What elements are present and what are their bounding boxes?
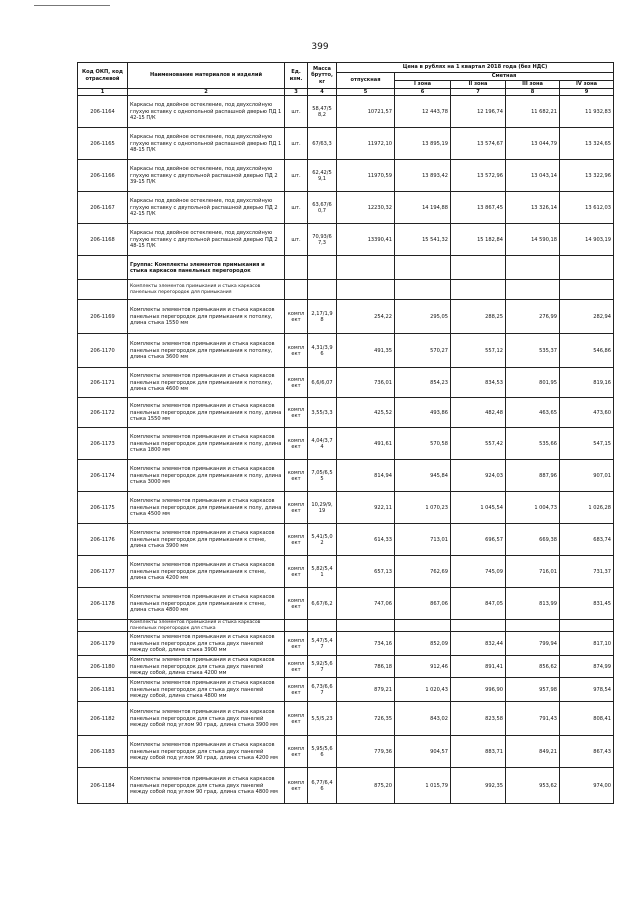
header-zone-2: II зона bbox=[451, 81, 506, 89]
row-name: Комплекты элементов примыкания и стыка каркасов панельных перегородок для стыка двух панелей между собой под углом 90 град. длина стыка 3900 мм bbox=[128, 702, 285, 736]
row-mass: 6,77/6,4 6 bbox=[308, 768, 337, 804]
row-zone-4-price: 978,54 bbox=[560, 678, 614, 702]
row-zone-1-price: 945,84 bbox=[395, 460, 451, 492]
subgroup-heading: Комплекты элементов примыкания и стыка каркасов панельных перегородок для примыкания bbox=[128, 280, 285, 300]
table-row bbox=[78, 128, 614, 160]
row-zone-3-price: 535,37 bbox=[506, 334, 560, 368]
row-zone-1-price: 762,69 bbox=[395, 556, 451, 588]
table-row bbox=[78, 334, 614, 368]
empty-cell bbox=[285, 256, 308, 280]
row-unit: компл ект bbox=[285, 588, 308, 620]
row-unit: компл ект bbox=[285, 398, 308, 428]
row-mass: 6,67/6,2 bbox=[308, 588, 337, 620]
subgroup-heading: Комплекты элементов примыкания и стыка каркасов панельных перегородок для стыка bbox=[128, 620, 285, 632]
row-release-price: 491,35 bbox=[337, 334, 395, 368]
row-zone-4-price: 547,15 bbox=[560, 428, 614, 460]
row-zone-2-price: 13 867,45 bbox=[451, 192, 506, 224]
row-release-price: 922,11 bbox=[337, 492, 395, 524]
row-zone-2-price: 557,42 bbox=[451, 428, 506, 460]
row-release-price: 657,13 bbox=[337, 556, 395, 588]
row-mass: 6,6/6,07 bbox=[308, 368, 337, 398]
row-zone-2-price: 12 196,74 bbox=[451, 96, 506, 128]
row-zone-1-price: 15 541,32 bbox=[395, 224, 451, 256]
row-zone-3-price: 13 043,14 bbox=[506, 160, 560, 192]
row-code: 206-1179 bbox=[78, 632, 128, 656]
row-code: 206-1170 bbox=[78, 334, 128, 368]
row-zone-2-price: 924,03 bbox=[451, 460, 506, 492]
row-zone-1-price: 854,23 bbox=[395, 368, 451, 398]
row-name: Комплекты элементов примыкания и стыка каркасов панельных перегородок для стыка двух панелей между собой, длина стыка 4200 мм bbox=[128, 656, 285, 678]
row-release-price: 491,61 bbox=[337, 428, 395, 460]
row-zone-3-price: 13 044,79 bbox=[506, 128, 560, 160]
row-name: Комплекты элементов примыкания и стыка каркасов панельных перегородок для примыкания к потолку, длина стыка 1550 мм bbox=[128, 300, 285, 334]
column-number: 2 bbox=[128, 89, 285, 96]
row-zone-4-price: 683,74 bbox=[560, 524, 614, 556]
row-name: Комплекты элементов примыкания и стыка каркасов панельных перегородок для стыка двух панелей между собой под углом 90 град. длина стыка 4200 мм bbox=[128, 736, 285, 768]
row-mass: 5,41/5,0 2 bbox=[308, 524, 337, 556]
row-zone-2-price: 992,35 bbox=[451, 768, 506, 804]
header-zone-1: I зона bbox=[395, 81, 451, 89]
table-row bbox=[78, 492, 614, 524]
row-unit: компл ект bbox=[285, 678, 308, 702]
row-code: 206-1178 bbox=[78, 588, 128, 620]
row-zone-2-price: 1 045,54 bbox=[451, 492, 506, 524]
header-zone-3: III зона bbox=[506, 81, 560, 89]
row-release-price: 779,36 bbox=[337, 736, 395, 768]
row-unit: шт. bbox=[285, 96, 308, 128]
row-release-price: 814,94 bbox=[337, 460, 395, 492]
row-code: 206-1174 bbox=[78, 460, 128, 492]
row-zone-2-price: 13 572,96 bbox=[451, 160, 506, 192]
column-number: 5 bbox=[337, 89, 395, 96]
row-zone-4-price: 13 322,96 bbox=[560, 160, 614, 192]
column-number: 4 bbox=[308, 89, 337, 96]
row-mass: 67/63,3 bbox=[308, 128, 337, 160]
row-mass: 2,17/1,9 8 bbox=[308, 300, 337, 334]
row-zone-4-price: 473,60 bbox=[560, 398, 614, 428]
row-unit: компл ект bbox=[285, 368, 308, 398]
row-zone-1-price: 1 020,43 bbox=[395, 678, 451, 702]
table-row bbox=[78, 428, 614, 460]
row-zone-3-price: 856,62 bbox=[506, 656, 560, 678]
header-unit: Ед. изм. bbox=[285, 63, 308, 89]
row-zone-3-price: 957,98 bbox=[506, 678, 560, 702]
row-code: 206-1168 bbox=[78, 224, 128, 256]
row-zone-3-price: 849,21 bbox=[506, 736, 560, 768]
row-zone-2-price: 557,12 bbox=[451, 334, 506, 368]
subgroup-heading-row bbox=[78, 620, 614, 632]
row-zone-3-price: 669,38 bbox=[506, 524, 560, 556]
row-mass: 62,42/5 9,1 bbox=[308, 160, 337, 192]
row-zone-1-price: 912,46 bbox=[395, 656, 451, 678]
row-zone-4-price: 808,41 bbox=[560, 702, 614, 736]
row-release-price: 13390,41 bbox=[337, 224, 395, 256]
row-mass: 63,67/6 0,7 bbox=[308, 192, 337, 224]
empty-cell bbox=[285, 620, 308, 632]
table-row bbox=[78, 556, 614, 588]
table-row bbox=[78, 736, 614, 768]
row-zone-2-price: 288,25 bbox=[451, 300, 506, 334]
empty-cell bbox=[337, 620, 395, 632]
row-release-price: 11972,10 bbox=[337, 128, 395, 160]
empty-cell bbox=[506, 620, 560, 632]
row-zone-1-price: 13 895,19 bbox=[395, 128, 451, 160]
column-number: 3 bbox=[285, 89, 308, 96]
row-zone-4-price: 867,43 bbox=[560, 736, 614, 768]
row-zone-3-price: 13 326,14 bbox=[506, 192, 560, 224]
header-zone-4: IV зона bbox=[560, 81, 614, 89]
empty-cell bbox=[78, 280, 128, 300]
group-heading-row bbox=[78, 256, 614, 280]
row-zone-3-price: 953,62 bbox=[506, 768, 560, 804]
row-zone-3-price: 716,01 bbox=[506, 556, 560, 588]
row-zone-3-price: 813,99 bbox=[506, 588, 560, 620]
row-mass: 4,04/3,7 4 bbox=[308, 428, 337, 460]
row-code: 206-1171 bbox=[78, 368, 128, 398]
column-number: 9 bbox=[560, 89, 614, 96]
empty-cell bbox=[308, 620, 337, 632]
empty-cell bbox=[395, 620, 451, 632]
row-zone-4-price: 282,94 bbox=[560, 300, 614, 334]
row-unit: компл ект bbox=[285, 736, 308, 768]
row-zone-2-price: 834,53 bbox=[451, 368, 506, 398]
row-zone-2-price: 996,90 bbox=[451, 678, 506, 702]
row-zone-1-price: 12 443,78 bbox=[395, 96, 451, 128]
row-zone-2-price: 13 574,67 bbox=[451, 128, 506, 160]
empty-cell bbox=[451, 256, 506, 280]
row-zone-4-price: 817,10 bbox=[560, 632, 614, 656]
corner-rule bbox=[34, 5, 110, 6]
row-release-price: 11970,59 bbox=[337, 160, 395, 192]
empty-cell bbox=[78, 256, 128, 280]
row-zone-4-price: 731,37 bbox=[560, 556, 614, 588]
row-zone-3-price: 535,66 bbox=[506, 428, 560, 460]
row-name: Комплекты элементов примыкания и стыка каркасов панельных перегородок для примыкания к стене, длина стыка 4200 мм bbox=[128, 556, 285, 588]
row-zone-1-price: 295,05 bbox=[395, 300, 451, 334]
table-row bbox=[78, 300, 614, 334]
table-row bbox=[78, 460, 614, 492]
row-name: Каркасы под двойное остекление, под двухслойную глухую вставку с однопольной распашной дверью ПД 1 48-15 П/К bbox=[128, 128, 285, 160]
empty-cell bbox=[395, 280, 451, 300]
row-zone-3-price: 14 590,18 bbox=[506, 224, 560, 256]
empty-cell bbox=[560, 620, 614, 632]
row-mass: 7,05/6,5 5 bbox=[308, 460, 337, 492]
empty-cell bbox=[337, 256, 395, 280]
row-name: Комплекты элементов примыкания и стыка каркасов панельных перегородок для примыкания к полу, длина стыка 1550 мм bbox=[128, 398, 285, 428]
row-unit: компл ект bbox=[285, 334, 308, 368]
row-mass: 58,47/5 8,2 bbox=[308, 96, 337, 128]
table-row bbox=[78, 398, 614, 428]
row-name: Комплекты элементов примыкания и стыка каркасов панельных перегородок для примыкания к полу, длина стыка 4500 мм bbox=[128, 492, 285, 524]
table-row bbox=[78, 678, 614, 702]
row-unit: компл ект bbox=[285, 656, 308, 678]
group-heading: Группа: Комплекты элементов примыкания и стыка каркасов панельных перегородок bbox=[128, 256, 285, 280]
empty-cell bbox=[308, 280, 337, 300]
row-name: Комплекты элементов примыкания и стыка каркасов панельных перегородок для примыкания к стене, длина стыка 4800 мм bbox=[128, 588, 285, 620]
header-release-price: отпускная bbox=[337, 73, 395, 89]
row-release-price: 12230,32 bbox=[337, 192, 395, 224]
row-mass: 3,55/3,3 bbox=[308, 398, 337, 428]
row-zone-2-price: 15 182,84 bbox=[451, 224, 506, 256]
row-mass: 4,31/3,9 6 bbox=[308, 334, 337, 368]
row-code: 206-1164 bbox=[78, 96, 128, 128]
row-release-price: 614,33 bbox=[337, 524, 395, 556]
column-number: 6 bbox=[395, 89, 451, 96]
row-zone-4-price: 546,86 bbox=[560, 334, 614, 368]
row-zone-3-price: 11 682,21 bbox=[506, 96, 560, 128]
row-unit: компл ект bbox=[285, 556, 308, 588]
table-row bbox=[78, 192, 614, 224]
row-release-price: 747,06 bbox=[337, 588, 395, 620]
row-unit: компл ект bbox=[285, 632, 308, 656]
row-zone-1-price: 14 194,88 bbox=[395, 192, 451, 224]
row-mass: 5,82/5,4 1 bbox=[308, 556, 337, 588]
row-code: 206-1173 bbox=[78, 428, 128, 460]
table-row bbox=[78, 224, 614, 256]
row-zone-1-price: 713,01 bbox=[395, 524, 451, 556]
subgroup-heading-row bbox=[78, 280, 614, 300]
row-mass: 5,95/5,6 6 bbox=[308, 736, 337, 768]
row-release-price: 875,20 bbox=[337, 768, 395, 804]
row-code: 206-1180 bbox=[78, 656, 128, 678]
row-zone-4-price: 13 612,03 bbox=[560, 192, 614, 224]
empty-cell bbox=[451, 280, 506, 300]
header-mass: Масса брутто, кг bbox=[308, 63, 337, 89]
row-zone-1-price: 852,09 bbox=[395, 632, 451, 656]
row-zone-2-price: 482,48 bbox=[451, 398, 506, 428]
row-release-price: 10721,57 bbox=[337, 96, 395, 128]
row-zone-3-price: 799,94 bbox=[506, 632, 560, 656]
row-name: Каркасы под двойное остекление, под двухслойную глухую вставку с двупольной распашной дверью ПД 2 42-15 П/К bbox=[128, 192, 285, 224]
row-mass: 6,73/6,6 7 bbox=[308, 678, 337, 702]
table-row bbox=[78, 96, 614, 128]
column-number: 1 bbox=[78, 89, 128, 96]
empty-cell bbox=[506, 256, 560, 280]
empty-cell bbox=[395, 256, 451, 280]
row-release-price: 879,21 bbox=[337, 678, 395, 702]
row-zone-1-price: 493,86 bbox=[395, 398, 451, 428]
row-code: 206-1167 bbox=[78, 192, 128, 224]
row-zone-1-price: 867,06 bbox=[395, 588, 451, 620]
row-zone-3-price: 887,96 bbox=[506, 460, 560, 492]
row-zone-1-price: 570,58 bbox=[395, 428, 451, 460]
table-row bbox=[78, 588, 614, 620]
empty-cell bbox=[560, 256, 614, 280]
header-code: Код ОКП, код отраслевой bbox=[78, 63, 128, 89]
row-zone-4-price: 11 932,83 bbox=[560, 96, 614, 128]
header-name: Наименование материалов и изделий bbox=[128, 63, 285, 89]
row-unit: шт. bbox=[285, 192, 308, 224]
row-zone-3-price: 463,65 bbox=[506, 398, 560, 428]
row-unit: компл ект bbox=[285, 428, 308, 460]
table-row bbox=[78, 632, 614, 656]
row-zone-4-price: 874,99 bbox=[560, 656, 614, 678]
empty-cell bbox=[308, 256, 337, 280]
row-name: Комплекты элементов примыкания и стыка каркасов панельных перегородок для примыкания к полу, длина стыка 3000 мм bbox=[128, 460, 285, 492]
row-release-price: 734,16 bbox=[337, 632, 395, 656]
row-unit: компл ект bbox=[285, 300, 308, 334]
row-code: 206-1181 bbox=[78, 678, 128, 702]
row-zone-2-price: 823,58 bbox=[451, 702, 506, 736]
row-unit: компл ект bbox=[285, 702, 308, 736]
empty-cell bbox=[451, 620, 506, 632]
row-release-price: 254,22 bbox=[337, 300, 395, 334]
row-name: Комплекты элементов примыкания и стыка каркасов панельных перегородок для стыка двух панелей между собой, длина стыка 3900 мм bbox=[128, 632, 285, 656]
row-zone-3-price: 1 004,73 bbox=[506, 492, 560, 524]
row-mass: 5,47/5,4 7 bbox=[308, 632, 337, 656]
page-number: 399 bbox=[311, 42, 329, 52]
row-name: Каркасы под двойное остекление, под двухслойную глухую вставку с двупольной распашной дверью ПД 2 48-15 П/К bbox=[128, 224, 285, 256]
row-zone-2-price: 832,44 bbox=[451, 632, 506, 656]
row-zone-1-price: 1 070,23 bbox=[395, 492, 451, 524]
row-zone-4-price: 14 903,19 bbox=[560, 224, 614, 256]
row-code: 206-1169 bbox=[78, 300, 128, 334]
row-zone-2-price: 847,05 bbox=[451, 588, 506, 620]
row-code: 206-1166 bbox=[78, 160, 128, 192]
table-row bbox=[78, 160, 614, 192]
row-mass: 5,5/5,23 bbox=[308, 702, 337, 736]
row-mass: 5,92/5,6 7 bbox=[308, 656, 337, 678]
row-zone-1-price: 570,27 bbox=[395, 334, 451, 368]
table-row bbox=[78, 656, 614, 678]
row-code: 206-1172 bbox=[78, 398, 128, 428]
row-name: Каркасы под двойное остекление, под двухслойную глухую вставку с двупольной распашной дверью ПД 2 39-15 П/К bbox=[128, 160, 285, 192]
empty-cell bbox=[78, 620, 128, 632]
empty-cell bbox=[337, 280, 395, 300]
header-estimate-price: Сметная bbox=[395, 73, 614, 81]
row-code: 206-1177 bbox=[78, 556, 128, 588]
row-zone-2-price: 696,57 bbox=[451, 524, 506, 556]
row-code: 206-1165 bbox=[78, 128, 128, 160]
row-unit: шт. bbox=[285, 224, 308, 256]
row-name: Комплекты элементов примыкания и стыка каркасов панельных перегородок для примыкания к потолку, длина стыка 4600 мм bbox=[128, 368, 285, 398]
row-name: Комплекты элементов примыкания и стыка каркасов панельных перегородок для примыкания к стене, длина стыка 3900 мм bbox=[128, 524, 285, 556]
row-unit: шт. bbox=[285, 160, 308, 192]
row-code: 206-1184 bbox=[78, 768, 128, 804]
empty-cell bbox=[506, 280, 560, 300]
row-unit: компл ект bbox=[285, 768, 308, 804]
row-name: Комплекты элементов примыкания и стыка каркасов панельных перегородок для стыка двух панелей между собой под углом 90 град. длина стыка 4800 мм bbox=[128, 768, 285, 804]
row-zone-3-price: 801,95 bbox=[506, 368, 560, 398]
row-code: 206-1183 bbox=[78, 736, 128, 768]
row-code: 206-1175 bbox=[78, 492, 128, 524]
row-unit: компл ект bbox=[285, 460, 308, 492]
row-name: Каркасы под двойное остекление, под двухслойную глухую вставку с однопольной распашной дверью ПД 1 42-15 П/К bbox=[128, 96, 285, 128]
table-row bbox=[78, 768, 614, 804]
table-row bbox=[78, 368, 614, 398]
row-zone-4-price: 13 324,65 bbox=[560, 128, 614, 160]
row-release-price: 786,18 bbox=[337, 656, 395, 678]
row-mass: 10,29/9, 19 bbox=[308, 492, 337, 524]
row-zone-4-price: 907,01 bbox=[560, 460, 614, 492]
row-zone-1-price: 904,57 bbox=[395, 736, 451, 768]
row-zone-3-price: 276,99 bbox=[506, 300, 560, 334]
row-release-price: 425,52 bbox=[337, 398, 395, 428]
row-unit: шт. bbox=[285, 128, 308, 160]
column-number: 8 bbox=[506, 89, 560, 96]
row-zone-2-price: 891,41 bbox=[451, 656, 506, 678]
price-table bbox=[77, 62, 614, 804]
row-zone-1-price: 1 015,79 bbox=[395, 768, 451, 804]
empty-cell bbox=[285, 280, 308, 300]
row-zone-4-price: 974,00 bbox=[560, 768, 614, 804]
row-zone-4-price: 831,45 bbox=[560, 588, 614, 620]
table-row bbox=[78, 702, 614, 736]
empty-cell bbox=[560, 280, 614, 300]
row-zone-1-price: 843,02 bbox=[395, 702, 451, 736]
row-release-price: 726,35 bbox=[337, 702, 395, 736]
row-zone-4-price: 1 026,28 bbox=[560, 492, 614, 524]
row-zone-2-price: 883,71 bbox=[451, 736, 506, 768]
row-zone-2-price: 745,09 bbox=[451, 556, 506, 588]
column-number: 7 bbox=[451, 89, 506, 96]
row-mass: 70,93/6 7,3 bbox=[308, 224, 337, 256]
row-code: 206-1176 bbox=[78, 524, 128, 556]
column-number-row bbox=[78, 89, 614, 96]
row-name: Комплекты элементов примыкания и стыка каркасов панельных перегородок для стыка двух панелей между собой, длина стыка 4800 мм bbox=[128, 678, 285, 702]
row-zone-1-price: 13 893,42 bbox=[395, 160, 451, 192]
table-row bbox=[78, 524, 614, 556]
row-zone-3-price: 791,43 bbox=[506, 702, 560, 736]
row-code: 206-1182 bbox=[78, 702, 128, 736]
row-unit: компл ект bbox=[285, 524, 308, 556]
row-release-price: 736,01 bbox=[337, 368, 395, 398]
row-zone-4-price: 819,16 bbox=[560, 368, 614, 398]
row-name: Комплекты элементов примыкания и стыка каркасов панельных перегородок для примыкания к потолку, длина стыка 3600 мм bbox=[128, 334, 285, 368]
row-name: Комплекты элементов примыкания и стыка каркасов панельных перегородок для примыкания к полу, длина стыка 1800 мм bbox=[128, 428, 285, 460]
header-price-group: Цена в рублях на 1 квартал 2018 года (без НДС) bbox=[337, 63, 614, 73]
row-unit: компл ект bbox=[285, 492, 308, 524]
